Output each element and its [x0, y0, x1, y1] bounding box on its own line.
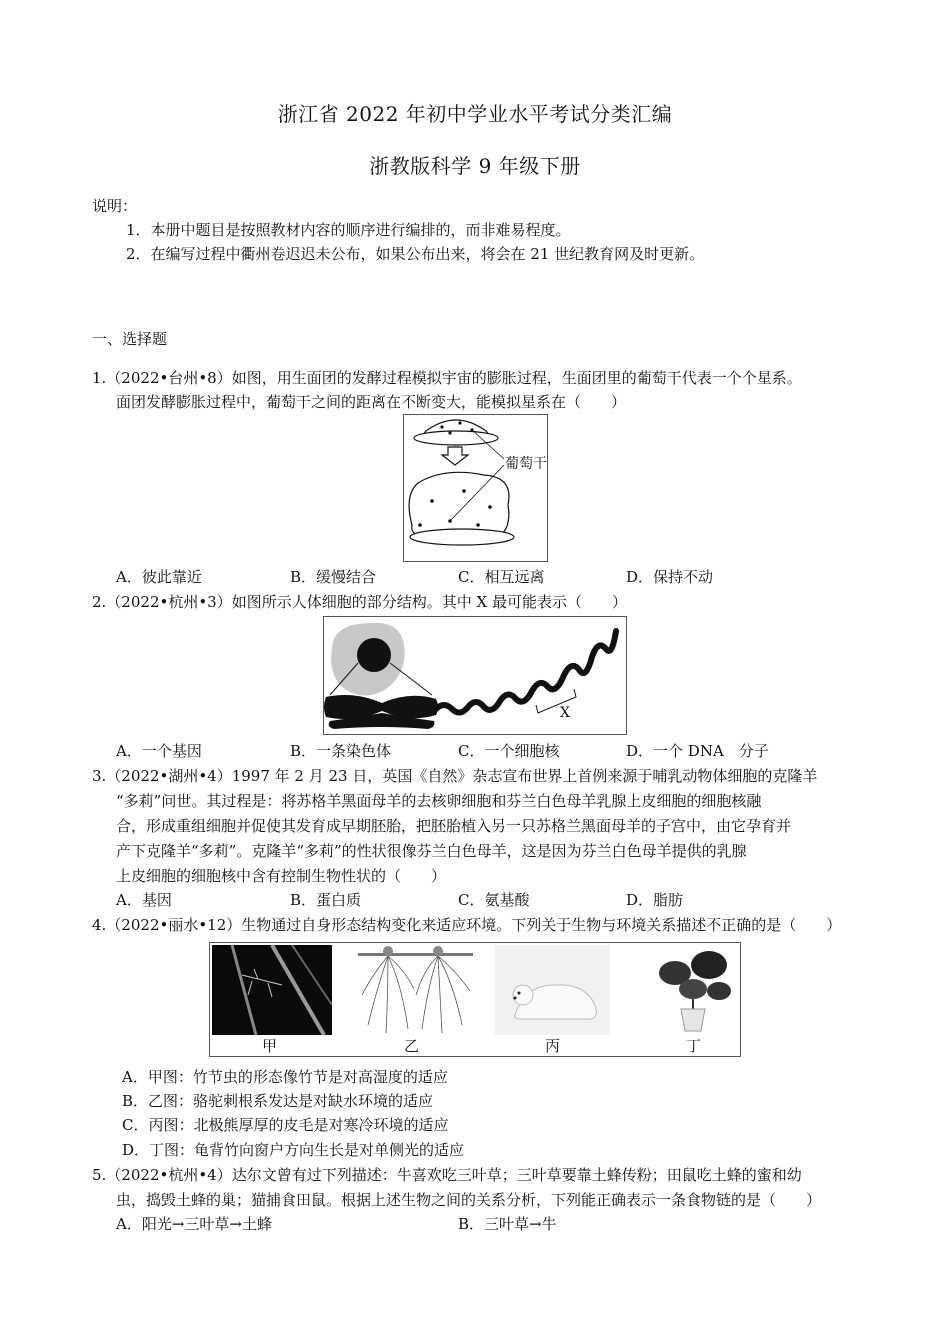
option-b: B．三叶草→牛: [458, 1215, 557, 1233]
option-b: B．一条染色体: [290, 742, 392, 760]
question-3-line-5: 上皮细胞的细胞核中含有控制生物性状的（ ）: [116, 867, 447, 885]
section-heading: 一、选择题: [92, 330, 168, 348]
question-2-line-1: 2.（2022•杭州•3）如图所示人体细胞的部分结构。其中 X 最可能表示（ ）: [92, 593, 627, 611]
option-d: D．保持不动: [626, 568, 714, 586]
camel-thorn-photo: [358, 945, 473, 1035]
question-1-line-1: 1.（2022•台州•8）如图，用生面团的发酵过程模拟宇宙的膨胀过程，生面团里的葡萄干代表一个个星系。: [92, 369, 802, 387]
polar-bear-photo: [495, 945, 610, 1035]
question-1-line-2: 面团发酵膨胀过程中，葡萄干之间的距离在不断变大，能模拟星系在（ ）: [116, 393, 627, 411]
note-item: 1．本册中题目是按照教材内容的顺序进行编排的，而非难易程度。: [126, 221, 571, 239]
option-a: A．彼此靠近: [116, 568, 202, 586]
option-a: A．甲图：竹节虫的形态像竹节是对高湿度的适应: [122, 1068, 448, 1086]
dough-figure: [403, 414, 548, 562]
option-b: B．蛋白质: [290, 891, 362, 909]
panel-label-ding: 丁: [686, 1037, 702, 1055]
option-a: A．阳光→三叶草→土蜂: [116, 1215, 272, 1233]
question-3-line-3: 合，形成重组细胞并促使其发育成早期胚胎，把胚胎植入另一只苏格兰黑面母羊的子宫中，由它孕育并: [116, 817, 792, 835]
raisin-label: 葡萄干: [505, 456, 547, 472]
x-label: X: [560, 705, 570, 721]
panel-label-bing: 丙: [545, 1037, 561, 1055]
notes-label: 说明：: [92, 197, 138, 215]
option-d: D．脂肪: [626, 891, 684, 909]
page-title: 浙江省 2022 年初中学业水平考试分类汇编: [277, 102, 673, 126]
panel-label-jia: 甲: [262, 1037, 278, 1055]
adaptation-figure: [209, 942, 741, 1057]
option-a: A．一个基因: [116, 742, 202, 760]
option-a: A．基因: [116, 891, 172, 909]
monstera-photo: [653, 945, 735, 1035]
option-c: C．丙图：北极熊厚厚的皮毛是对寒冷环境的适应: [122, 1116, 449, 1134]
question-4-line-1: 4.（2022•丽水•12）生物通过自身形态结构变化来适应环境。下列关于生物与环境关系描述不正确的是（ ）: [92, 916, 842, 934]
option-d: D．丁图：龟背竹向窗户方向生长是对单侧光的适应: [122, 1141, 465, 1159]
page-subtitle: 浙教版科学 9 年级下册: [369, 154, 581, 178]
cell-chromosome-dna-illustration: [324, 617, 626, 734]
option-b: B．缓慢结合: [290, 568, 377, 586]
dough-expansion-illustration: [404, 415, 547, 561]
option-b: B．乙图：骆驼刺根系发达是对缺水环境的适应: [122, 1092, 434, 1110]
question-3-line-4: 产下克隆羊“多莉”。克隆羊“多莉”的性状很像芬兰白色母羊，这是因为芬兰白色母羊提供的乳腺: [116, 842, 747, 860]
option-c: C．一个细胞核: [458, 742, 560, 760]
question-5-line-2: 虫，捣毁土蜂的巢；猫捕食田鼠。根据上述生物之间的关系分析，下列能正确表示一条食物链的是（ ）: [116, 1191, 822, 1209]
question-5-line-1: 5.（2022•杭州•4）达尔文曾有过下列描述：牛喜欢吃三叶草；三叶草要靠土蜂传粉；田鼠吃土蜂的蜜和幼: [92, 1166, 802, 1184]
option-c: C．相互远离: [458, 568, 545, 586]
question-3-line-1: 3.（2022•湖州•4）1997 年 2 月 23 日，英国《自然》杂志宣布世界上首例来源于哺乳动物体细胞的克隆羊: [92, 767, 818, 785]
question-3-line-2: “多莉”问世。其过程是：将苏格羊黑面母羊的去核卵细胞和芬兰白色母羊乳腺上皮细胞的细胞核融: [116, 792, 762, 810]
option-c: C．氨基酸: [458, 891, 530, 909]
cell-figure: [323, 616, 627, 735]
panel-label-yi: 乙: [404, 1037, 420, 1055]
note-item: 2．在编写过程中衢州卷迟迟未公布，如果公布出来，将会在 21 世纪教育网及时更新。: [126, 245, 705, 263]
option-d: D．一个 DNA 分子: [626, 742, 769, 760]
stick-insect-photo: [212, 945, 332, 1035]
